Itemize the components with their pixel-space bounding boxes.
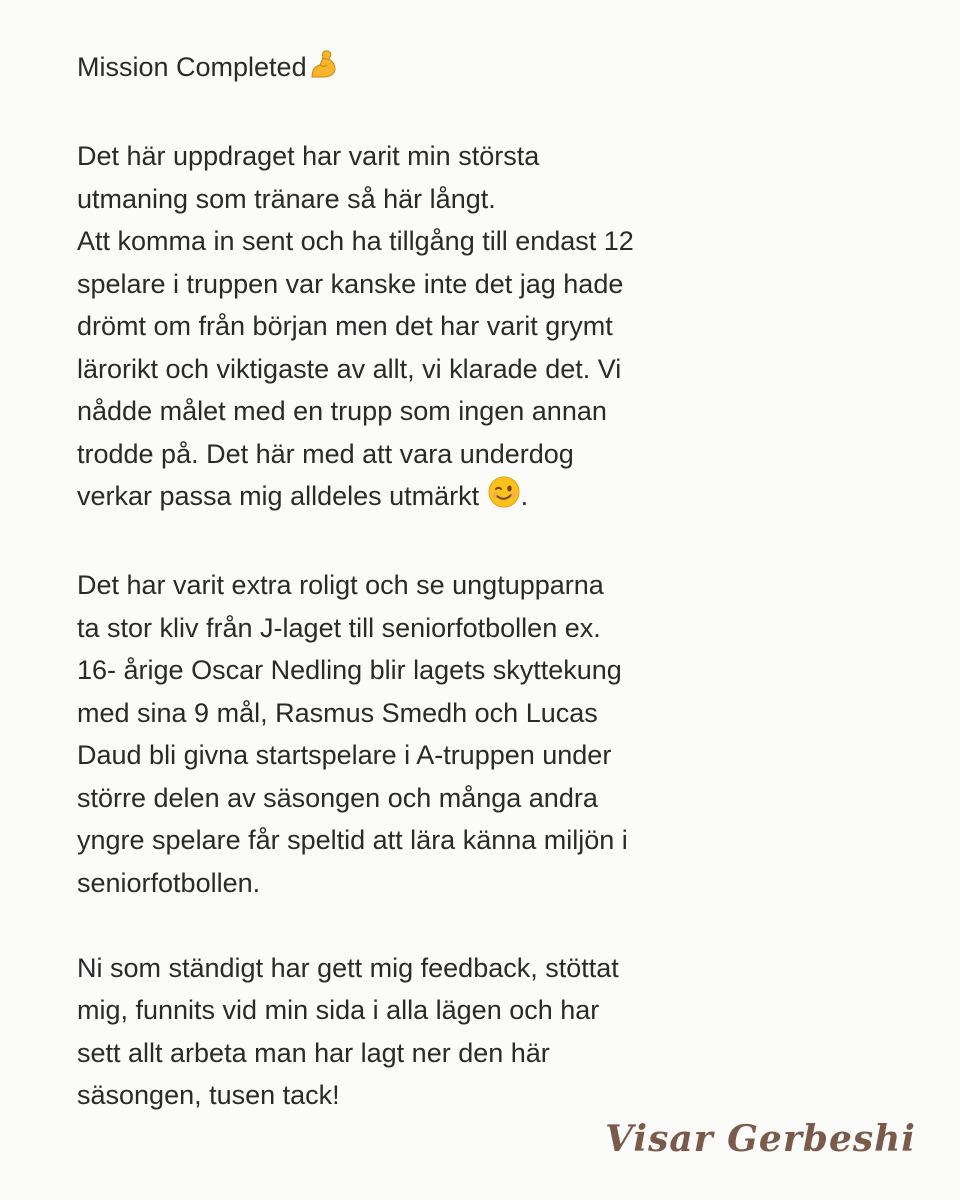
- paragraph-3-line: säsongen, tusen tack!: [77, 1080, 340, 1110]
- paragraph-1-line: drömt om från början men det har varit grymt: [77, 311, 613, 341]
- paragraph-2-line: med sina 9 mål, Rasmus Smedh och Lucas: [77, 697, 598, 728]
- paragraph-2-line: Daud bli givna startspelare i A-truppen under: [77, 740, 612, 770]
- paragraph-2-line: yngre spelare får speltid att lära känna miljön i: [77, 825, 628, 855]
- paragraph-2-line: Det har varit extra roligt och se ungtupparna: [77, 570, 604, 600]
- paragraph-1-line: lärorikt och viktigaste av allt, vi klarade det. Vi: [77, 353, 622, 384]
- paragraph-1-line: utmaning som tränare så här långt.: [77, 183, 496, 214]
- note-title: Mission Completed: [77, 52, 307, 82]
- paragraph-1-line: spelare i truppen var kanske inte det jag hade: [77, 268, 624, 299]
- paragraph-1-last-line: [77, 475, 717, 522]
- paragraph-1-line: verkar passa mig alldeles utmärkt: [77, 481, 480, 511]
- flexed-biceps-icon: [307, 48, 339, 93]
- paragraph-1-line: Det här uppdraget har varit min största: [77, 141, 540, 171]
- paragraph-3-line: mig, funnits vid min sida i alla lägen och har: [77, 995, 600, 1025]
- paragraph-1-end: .: [520, 481, 529, 511]
- note-body: [77, 46, 717, 1117]
- paragraph-2-line: seniorfotbollen.: [77, 867, 261, 898]
- paragraph-1-line: nådde målet med en trupp som ingen annan: [77, 396, 607, 426]
- spacer: [77, 93, 717, 136]
- signature: Visar Gerbeshi: [605, 1118, 916, 1160]
- paragraph-3-line: Ni som ständigt har gett mig feedback, stöttat: [77, 952, 619, 983]
- winking-face-icon: [487, 475, 521, 522]
- note-title-line: [77, 46, 717, 93]
- spacer: [77, 522, 717, 565]
- paragraph-3-line: sett allt arbeta man har lagt ner den här: [77, 1037, 550, 1068]
- paragraph-2-line: större delen av säsongen och många andra: [77, 782, 598, 813]
- paragraph-1-line: trodde på. Det här med att vara underdog: [77, 438, 574, 469]
- spacer: [77, 904, 717, 947]
- paragraph-2-line: ta stor kliv från J-laget till seniorfotbollen ex.: [77, 612, 601, 643]
- paragraph-1-line: Att komma in sent och ha tillgång till endast 12: [77, 226, 634, 256]
- paragraph-2-line: 16- årige Oscar Nedling blir lagets skyttekung: [77, 655, 622, 685]
